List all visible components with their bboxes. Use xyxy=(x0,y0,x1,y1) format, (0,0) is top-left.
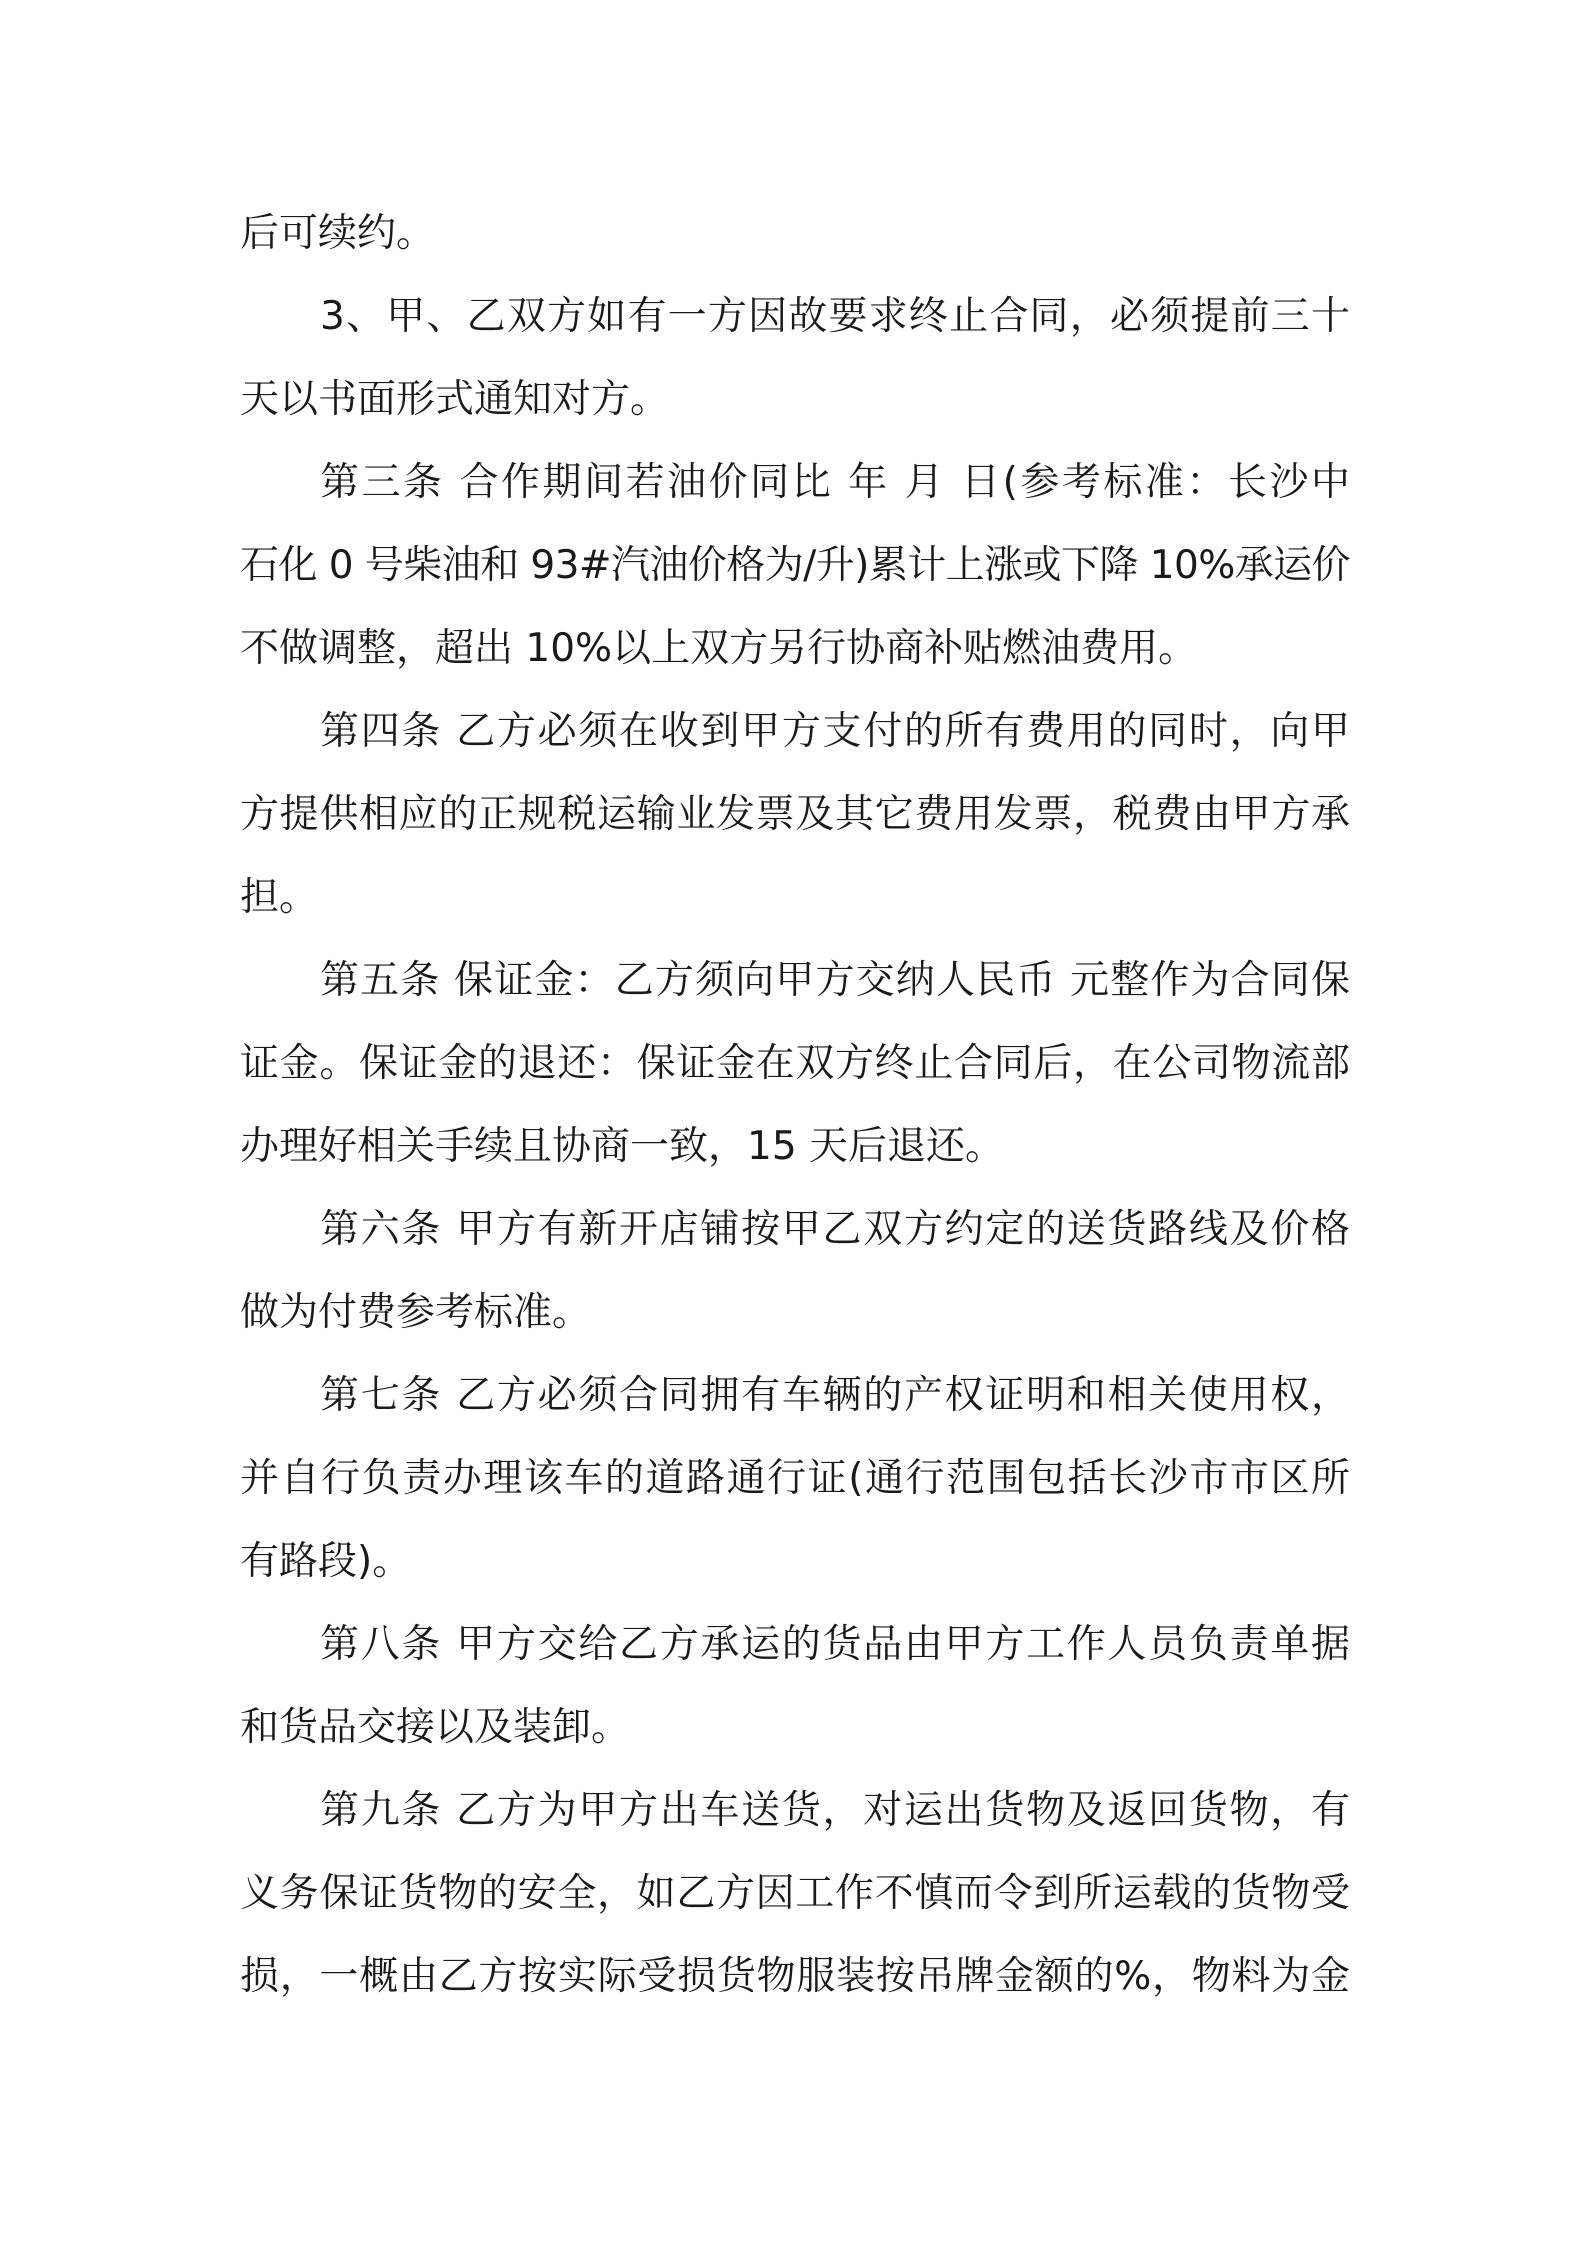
text-line-5: 石化 0 号柴油和 93#汽油价格为/升)累计上涨或下降 10%承运价 xyxy=(240,543,1350,588)
text-line-14: 做为付费参考标准。 xyxy=(240,1290,592,1335)
text-line-16: 并自行负责办理该车的道路通行证(通行范围包括长沙市市区所 xyxy=(240,1456,1350,1501)
text-line-17: 有路段)。 xyxy=(240,1539,412,1584)
text-line-15: 第七条 乙方必须合同拥有车辆的产权证明和相关使用权， xyxy=(320,1373,1350,1418)
text-line-12: 办理好相关手续且协商一致，15 天后退还。 xyxy=(240,1124,1005,1169)
text-line-1: 后可续约。 xyxy=(240,211,436,256)
text-line-7: 第四条 乙方必须在收到甲方支付的所有费用的同时，向甲 xyxy=(320,709,1350,754)
text-line-22: 损，一概由乙方按实际受损货物服装按吊牌金额的%，物料为金 xyxy=(240,1954,1350,1999)
document-body xyxy=(240,192,1350,2018)
text-line-2: 3、甲、乙双方如有一方因故要求终止合同，必须提前三十 xyxy=(320,294,1350,339)
text-line-3: 天以书面形式通知对方。 xyxy=(240,377,670,422)
text-line-8: 方提供相应的正规税运输业发票及其它费用发票，税费由甲方承 xyxy=(240,792,1350,837)
text-line-6: 不做调整，超出 10%以上双方另行协商补贴燃油费用。 xyxy=(240,626,1198,671)
text-line-9: 担。 xyxy=(240,875,319,920)
text-line-10: 第五条 保证金：乙方须向甲方交纳人民币 元整作为合同保 xyxy=(320,958,1350,1003)
text-line-13: 第六条 甲方有新开店铺按甲乙双方约定的送货路线及价格 xyxy=(320,1207,1350,1252)
text-line-4: 第三条 合作期间若油价同比 年 月 日(参考标准：长沙中 xyxy=(320,460,1350,505)
text-line-18: 第八条 甲方交给乙方承运的货品由甲方工作人员负责单据 xyxy=(320,1622,1350,1667)
text-line-21: 义务保证货物的安全，如乙方因工作不慎而令到所运载的货物受 xyxy=(240,1871,1350,1916)
text-line-11: 证金。保证金的退还：保证金在双方终止合同后，在公司物流部 xyxy=(240,1041,1350,1086)
text-line-20: 第九条 乙方为甲方出车送货，对运出货物及返回货物，有 xyxy=(320,1788,1350,1833)
text-line-19: 和货品交接以及装卸。 xyxy=(240,1705,631,1750)
